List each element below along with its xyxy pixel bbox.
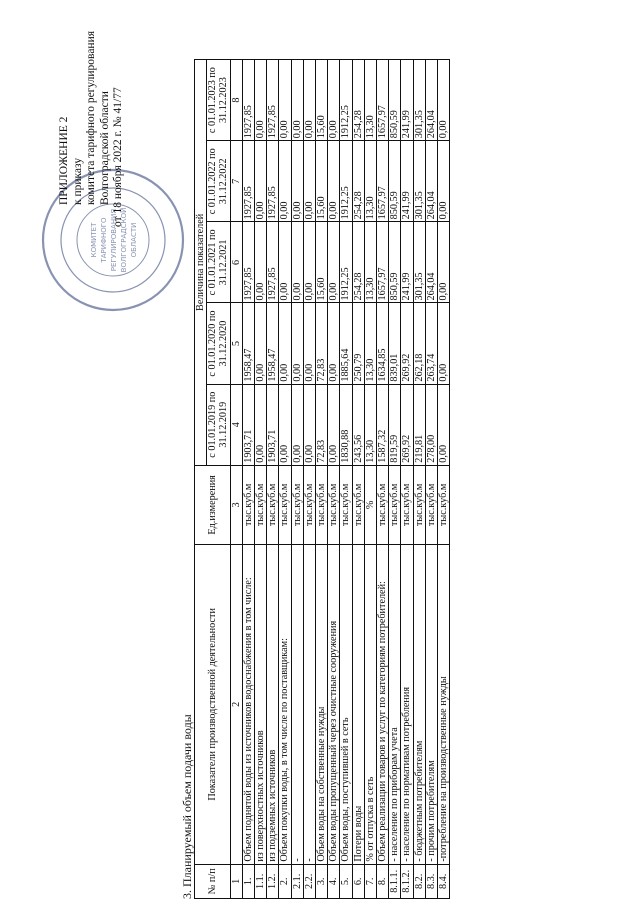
row-value: 0,00 [291, 60, 303, 141]
row-number: 8.2. [413, 864, 425, 898]
row-value: 1903,71 [267, 384, 279, 465]
row-value: 254,28 [352, 222, 364, 303]
row-value: 0,00 [303, 222, 315, 303]
row-value: 1885,64 [340, 303, 352, 384]
row-indicator: Объем поднятой воды из источников водоснабжения в том числе: [242, 545, 254, 865]
table-row [316, 60, 328, 899]
row-value: 15,60 [316, 222, 328, 303]
row-value: 254,28 [352, 141, 364, 222]
row-number: 2.2. [303, 864, 315, 898]
row-value: 0,00 [255, 303, 267, 384]
seal-center-text-1: КОМИТЕТ [90, 222, 98, 258]
table-row [303, 60, 315, 899]
row-number: 2. [279, 864, 291, 898]
row-unit: тыс.куб.м [255, 465, 267, 544]
appendix-header [58, 27, 126, 267]
row-value: 1657,97 [377, 141, 389, 222]
row-value: 0,00 [328, 384, 340, 465]
row-value: 0,00 [291, 303, 303, 384]
row-value: 1927,85 [242, 222, 254, 303]
row-unit: тыс.куб.м [303, 465, 315, 544]
row-value: 0,00 [438, 222, 450, 303]
row-value: 1634,85 [377, 303, 389, 384]
row-unit: тыс.куб.м [413, 465, 425, 544]
table-row [377, 60, 389, 899]
row-value: 13,30 [364, 222, 376, 303]
row-value: 241,99 [401, 60, 413, 141]
row-value: 1587,32 [377, 384, 389, 465]
row-value: 0,00 [438, 141, 450, 222]
row-indicator: Объем воды пропущенный через очистные сооружения [328, 545, 340, 865]
row-number: 1. [242, 864, 254, 898]
row-unit: % [364, 465, 376, 544]
row-value: 262,18 [413, 303, 425, 384]
seal-center-text-3: РЕГУЛИРОВАНИЯ [110, 208, 118, 272]
row-value: 278,00 [425, 384, 437, 465]
seal-center-text-5: ОБЛАСТИ [130, 222, 138, 258]
appendix-region: Волгоградской области [98, 91, 111, 205]
row-number: 6. [352, 864, 364, 898]
row-value: 0,00 [279, 384, 291, 465]
row-value: 243,56 [352, 384, 364, 465]
water-volume-table [194, 59, 450, 899]
appendix-date-number: от 18 ноября 2022 г. № 41/77 [112, 87, 124, 227]
header-period: с 01.01.2022 по 31.12.2022 [207, 141, 230, 222]
row-indicator: Объем воды, поступившей в сеть [340, 545, 352, 865]
appendix-order-ref: к приказу [71, 157, 84, 205]
row-value: 0,00 [328, 303, 340, 384]
table-row [279, 60, 291, 899]
row-unit: тыс.куб.м [279, 465, 291, 544]
row-indicator: - [303, 545, 315, 865]
row-value: 13,30 [364, 60, 376, 141]
section-title: 3. Планируемый объем подачи воды [180, 714, 194, 899]
row-value: 269,92 [401, 384, 413, 465]
row-value: 1927,85 [267, 60, 279, 141]
row-value: 0,00 [255, 384, 267, 465]
row-indicator: - [291, 545, 303, 865]
column-index: 4 [230, 384, 242, 465]
row-value: 850,59 [389, 222, 401, 303]
appendix-title: ПРИЛОЖЕНИЕ 2 [58, 116, 70, 205]
row-value: 13,30 [364, 141, 376, 222]
column-index-row [230, 60, 242, 899]
table-row [413, 60, 425, 899]
row-value: 15,60 [316, 60, 328, 141]
row-value: 1657,97 [377, 60, 389, 141]
row-value: 0,00 [438, 384, 450, 465]
row-value: 1927,85 [267, 222, 279, 303]
row-unit: тыс.куб.м [291, 465, 303, 544]
row-number: 5. [340, 864, 352, 898]
row-indicator: - население по приборам учета [389, 545, 401, 865]
table-row [291, 60, 303, 899]
row-value: 0,00 [438, 303, 450, 384]
row-value: 1927,85 [267, 141, 279, 222]
row-value: 1912,25 [340, 60, 352, 141]
header-period: с 01.01.2023 по 31.12.2023 [207, 60, 230, 141]
header-period: с 01.01.2019 по 31.12.2019 [207, 384, 230, 465]
row-indicator: Потери воды [352, 545, 364, 865]
row-value: 1903,71 [242, 384, 254, 465]
row-value: 72,83 [316, 384, 328, 465]
column-index: 1 [230, 864, 242, 898]
row-value: 250,79 [352, 303, 364, 384]
table-row [328, 60, 340, 899]
row-unit: тыс.куб.м [242, 465, 254, 544]
row-value: 1657,97 [377, 222, 389, 303]
row-indicator: Объем воды на собственные нужды [316, 545, 328, 865]
table-row [352, 60, 364, 899]
table-row [340, 60, 352, 899]
header-unit: Ед.измерения [195, 465, 231, 544]
column-index: 8 [230, 60, 242, 141]
row-number: 1.1. [255, 864, 267, 898]
row-value: 264,04 [425, 222, 437, 303]
table-row [242, 60, 254, 899]
row-value: 0,00 [328, 141, 340, 222]
row-value: 264,04 [425, 60, 437, 141]
row-number: 7. [364, 864, 376, 898]
row-number: 1.2. [267, 864, 279, 898]
row-indicator: Объем реализации товаров и услуг по категориям потребителей: [377, 545, 389, 865]
row-number: 8.3. [425, 864, 437, 898]
row-value: 850,59 [389, 60, 401, 141]
row-value: 0,00 [255, 60, 267, 141]
row-indicator: - прочим потребителям [425, 545, 437, 865]
row-unit: тыс.куб.м [267, 465, 279, 544]
row-number: 4. [328, 864, 340, 898]
table-row [401, 60, 413, 899]
table-row [425, 60, 437, 899]
row-value: 0,00 [303, 60, 315, 141]
row-value: 0,00 [255, 141, 267, 222]
row-indicator: - население по нормативам потребления [401, 545, 413, 865]
column-index: 6 [230, 222, 242, 303]
row-value: 0,00 [328, 222, 340, 303]
column-index: 2 [230, 545, 242, 865]
row-value: 263,74 [425, 303, 437, 384]
row-value: 0,00 [279, 141, 291, 222]
row-number: 8.4. [438, 864, 450, 898]
row-value: 1958,47 [267, 303, 279, 384]
row-value: 301,35 [413, 141, 425, 222]
row-value: 0,00 [438, 60, 450, 141]
row-value: 0,00 [255, 222, 267, 303]
row-number: 8.1.1. [389, 864, 401, 898]
row-unit: тыс.куб.м [328, 465, 340, 544]
row-value: 1912,25 [340, 222, 352, 303]
header-period: с 01.01.2021 по 31.12.2021 [207, 222, 230, 303]
seal-center-text-2: ТАРИФНОГО [100, 217, 108, 263]
row-number: 8. [377, 864, 389, 898]
row-unit: тыс.куб.м [352, 465, 364, 544]
row-unit: тыс.куб.м [340, 465, 352, 544]
row-value: 13,30 [364, 303, 376, 384]
header-period: с 01.01.2020 по 31.12.2020 [207, 303, 230, 384]
row-indicator: - бюджетным потребителям [413, 545, 425, 865]
row-value: 264,04 [425, 141, 437, 222]
row-value: 1912,25 [340, 141, 352, 222]
row-value: 0,00 [303, 384, 315, 465]
row-value: 0,00 [303, 303, 315, 384]
row-value: 0,00 [303, 141, 315, 222]
row-value: 850,59 [389, 141, 401, 222]
row-value: 72,83 [316, 303, 328, 384]
table-body [242, 60, 449, 899]
row-value: 15,60 [316, 141, 328, 222]
row-indicator: Объем покупки воды, в том числе по поставщикам: [279, 545, 291, 865]
row-value: 13,30 [364, 384, 376, 465]
column-index: 3 [230, 465, 242, 544]
row-unit: тыс.куб.м [377, 465, 389, 544]
row-indicator: из поверхностных источников [255, 545, 267, 865]
row-value: 219,81 [413, 384, 425, 465]
header-indicator: Показатели производственной деятельности [195, 545, 231, 865]
row-indicator: -потребление на производственные нужды [438, 545, 450, 865]
seal-center-text-4: ВОЛГОГРАДСКОЙ [120, 207, 128, 273]
row-value: 1958,47 [242, 303, 254, 384]
header-num: № п/п [195, 864, 231, 898]
appendix-committee: комитета тарифного регулирования [85, 30, 97, 205]
row-value: 0,00 [291, 141, 303, 222]
row-value: 241,99 [401, 222, 413, 303]
table-row [438, 60, 450, 899]
row-value: 301,35 [413, 60, 425, 141]
header-values-group: Величина показателей [195, 60, 207, 466]
row-value: 839,01 [389, 303, 401, 384]
row-value: 1927,85 [242, 141, 254, 222]
row-value: 1927,85 [242, 60, 254, 141]
row-value: 819,59 [389, 384, 401, 465]
row-number: 3. [316, 864, 328, 898]
row-unit: тыс.куб.м [316, 465, 328, 544]
column-index: 7 [230, 141, 242, 222]
row-value: 241,99 [401, 141, 413, 222]
row-value: 0,00 [279, 222, 291, 303]
row-unit: тыс.куб.м [425, 465, 437, 544]
row-value: 1830,88 [340, 384, 352, 465]
table-row [255, 60, 267, 899]
row-unit: тыс.куб.м [438, 465, 450, 544]
row-value: 0,00 [291, 222, 303, 303]
table-row [364, 60, 376, 899]
row-value: 0,00 [279, 303, 291, 384]
row-value: 269,92 [401, 303, 413, 384]
row-value: 0,00 [328, 60, 340, 141]
row-value: 301,35 [413, 222, 425, 303]
row-indicator: из подземных источников [267, 545, 279, 865]
row-value: 254,28 [352, 60, 364, 141]
row-indicator: % от отпуска в сеть [364, 545, 376, 865]
row-value: 0,00 [291, 384, 303, 465]
row-unit: тыс.куб.м [401, 465, 413, 544]
column-index: 5 [230, 303, 242, 384]
row-unit: тыс.куб.м [389, 465, 401, 544]
row-number: 2.1. [291, 864, 303, 898]
row-value: 0,00 [279, 60, 291, 141]
table-row [389, 60, 401, 899]
row-number: 8.1.2. [401, 864, 413, 898]
table-row [267, 60, 279, 899]
